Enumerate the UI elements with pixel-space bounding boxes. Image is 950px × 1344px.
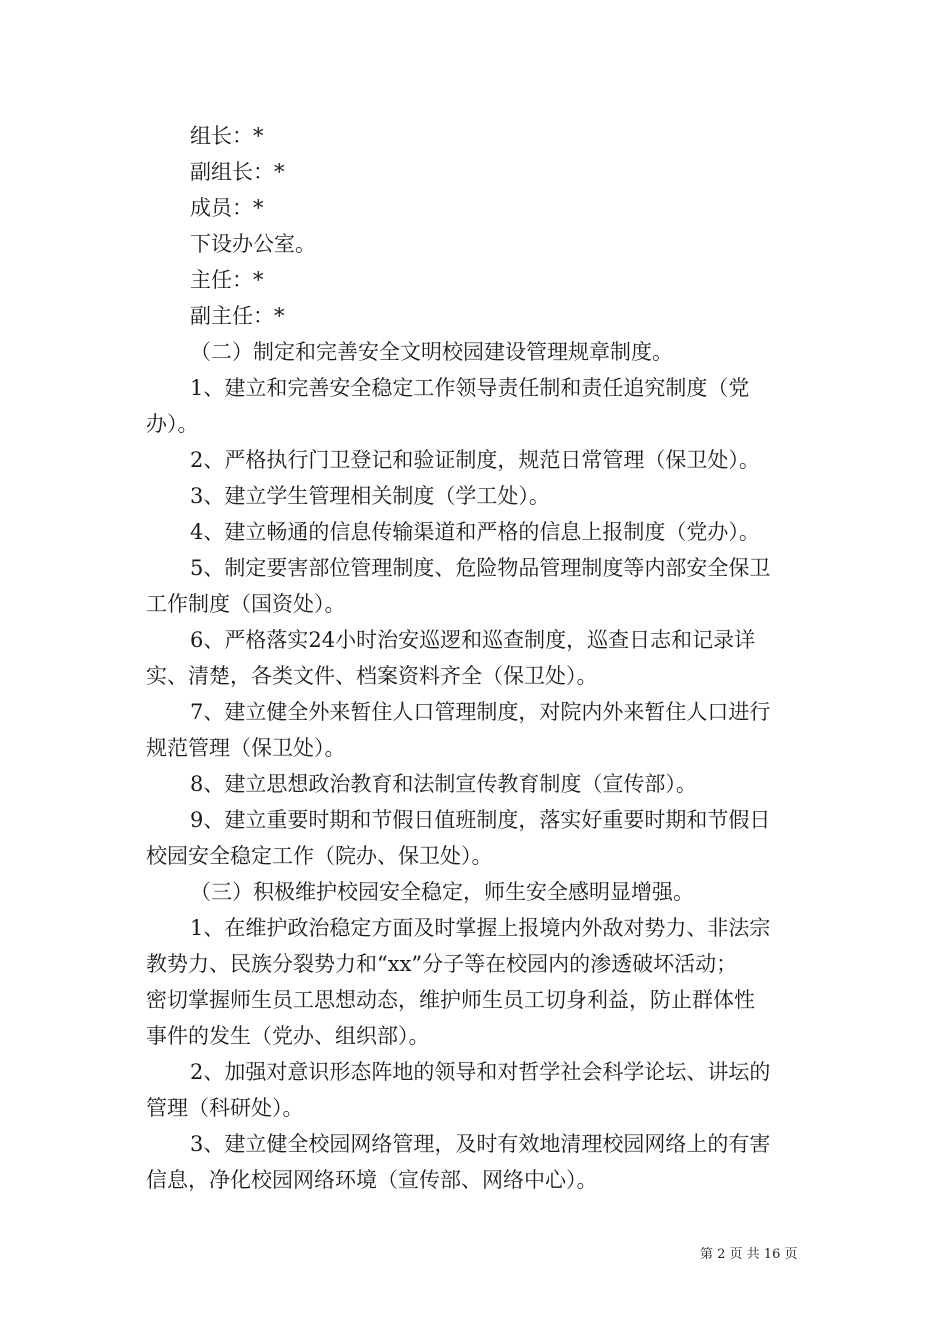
text-line: 副组长：*	[190, 160, 285, 184]
text-line: 办）。	[146, 412, 199, 436]
text-line: 密切掌握师生员工思想动态，维护师生员工切身利益，防止群体性	[146, 988, 755, 1012]
text-line: 成员：*	[190, 196, 264, 220]
text-line: 1、建立和完善安全稳定工作领导责任制和责任追究制度（党	[190, 376, 750, 400]
text-line: 规范管理（保卫处）。	[146, 736, 346, 760]
text-line: 信息，净化校园网络环境（宣传部、网络中心）。	[146, 1168, 598, 1192]
text-line: 实、清楚，各类文件、档案资料齐全（保卫处）。	[146, 664, 598, 688]
text-line: 9、建立重要时期和节假日值班制度，落实好重要时期和节假日	[190, 808, 771, 832]
document-body	[146, 118, 808, 1198]
text-line: 2、严格执行门卫登记和验证制度，规范日常管理（保卫处）。	[190, 448, 760, 472]
text-line: 组长：*	[190, 124, 264, 148]
text-line: 管理（科研处）。	[146, 1096, 304, 1120]
text-line: 1、在维护政治稳定方面及时掌握上报境内外敌对势力、非法宗	[190, 916, 771, 940]
text-line: 教势力、民族分裂势力和“xx”分子等在校园内的渗透破坏活动；	[146, 952, 738, 976]
text-line: 副主任：*	[190, 304, 285, 328]
text-line: 2、加强对意识形态阵地的领导和对哲学社会科学论坛、讲坛的	[190, 1060, 771, 1084]
text-line: （二）制定和完善安全文明校园建设管理规章制度。	[190, 340, 673, 364]
text-line: 事件的发生（党办、组织部）。	[146, 1024, 430, 1048]
text-line: 5、制定要害部位管理制度、危险物品管理制度等内部安全保卫	[190, 556, 771, 580]
text-line: 3、建立学生管理相关制度（学工处）。	[190, 484, 550, 508]
text-line: 下设办公室。	[190, 232, 316, 256]
text-line: 校园安全稳定工作（院办、保卫处）。	[146, 844, 493, 868]
text-line: 4、建立畅通的信息传输渠道和严格的信息上报制度（党办）。	[190, 520, 760, 544]
text-line: 6、严格落实24小时治安巡逻和巡查制度，巡查日志和记录详	[190, 628, 756, 652]
text-line: （三）积极维护校园安全稳定，师生安全感明显增强。	[190, 880, 694, 904]
page-number: 第 2 页 共 16 页	[700, 1247, 798, 1262]
text-line: 工作制度（国资处）。	[146, 592, 346, 616]
text-line: 8、建立思想政治教育和法制宣传教育制度（宣传部）。	[190, 772, 697, 796]
text-line: 7、建立健全外来暂住人口管理制度，对院内外来暂住人口进行	[190, 700, 771, 724]
text-line: 3、建立健全校园网络管理，及时有效地清理校园网络上的有害	[190, 1132, 771, 1156]
text-line: 主任：*	[190, 268, 264, 292]
